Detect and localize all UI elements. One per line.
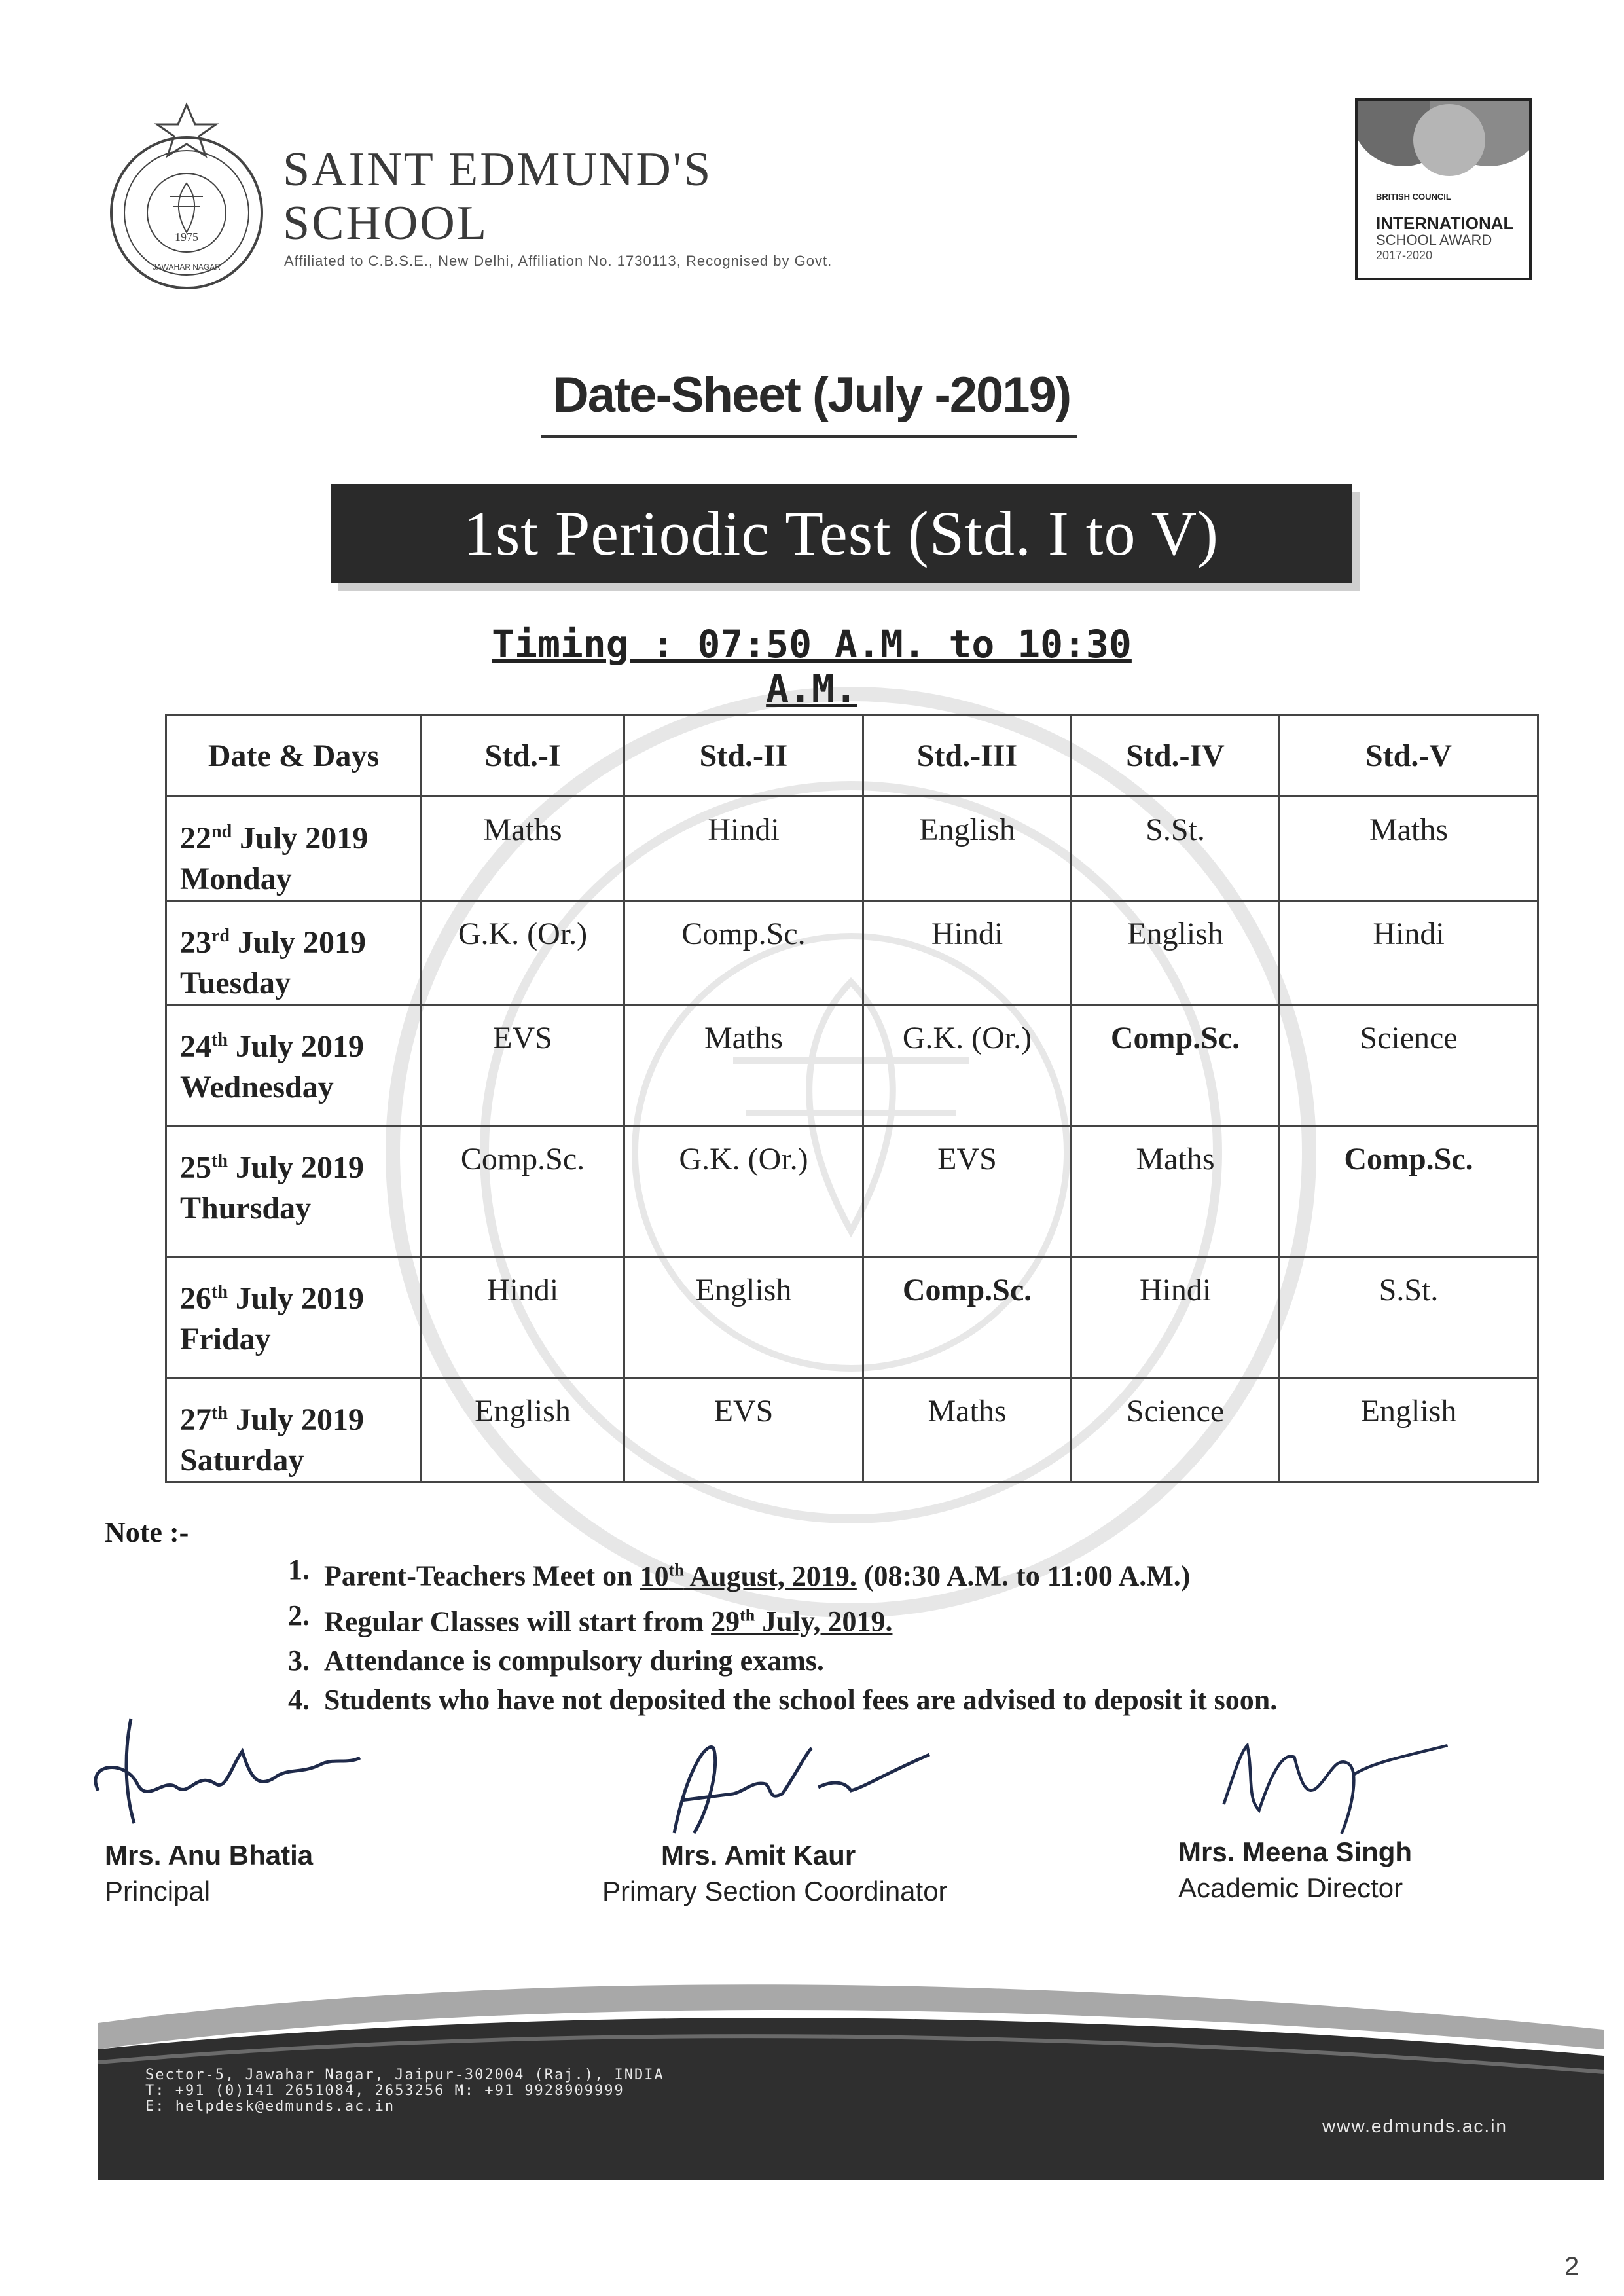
exam-banner: 1st Periodic Test (Std. I to V) (331, 484, 1352, 583)
award-years: 2017-2020 (1376, 249, 1433, 262)
column-header-std-1: Std.-I (422, 715, 624, 797)
note-item: 4. Students who have not deposited the school fees are advised to deposit it soon. (288, 1684, 1278, 1717)
principal-name: Mrs. Anu Bhatia (105, 1840, 314, 1870)
director-role: Academic Director (1178, 1872, 1403, 1903)
award-council-text: BRITISH COUNCIL (1376, 192, 1451, 202)
subject-cell: Maths (422, 797, 624, 901)
subject-cell: Science (1280, 1005, 1538, 1126)
date-cell: 25th July 2019 Thursday (166, 1126, 422, 1257)
exam-timing: Timing : 07:50 A.M. to 10:30 A.M. (492, 622, 1132, 711)
coordinator-signature (655, 1728, 936, 1846)
coordinator-name: Mrs. Amit Kaur (661, 1840, 856, 1870)
table-row (166, 797, 1538, 901)
subject-cell: G.K. (Or.) (863, 1005, 1072, 1126)
footer-website: www.edmunds.ac.in (1322, 2116, 1508, 2136)
footer-phone: T: +91 (0)141 2651084, 2653256 M: +91 9928909999 (145, 2083, 624, 2099)
subject-cell: Science (1072, 1378, 1280, 1482)
page-title: Date-Sheet (July -2019) (552, 367, 1071, 423)
subject-cell: Comp.Sc. (863, 1257, 1072, 1378)
subject-cell: English (422, 1378, 624, 1482)
subject-cell: Hindi (863, 901, 1072, 1005)
principal-role: Principal (105, 1876, 211, 1906)
column-header-date: Date & Days (166, 715, 422, 797)
school-name-line2: SCHOOL (283, 196, 489, 250)
subject-cell: EVS (422, 1005, 624, 1126)
affiliation-text: Affiliated to C.B.S.E., New Delhi, Affiliation No. 1730113, Recognised by Govt. (284, 253, 833, 269)
date-cell: 22nd July 2019 Monday (166, 797, 422, 901)
award-line1: INTERNATIONAL (1376, 213, 1514, 233)
table-header-row (166, 715, 1538, 797)
award-line2: SCHOOL AWARD (1376, 232, 1492, 248)
subject-cell: Comp.Sc. (422, 1126, 624, 1257)
subject-cell: English (1280, 1378, 1538, 1482)
subject-cell: EVS (863, 1126, 1072, 1257)
subject-cell: S.St. (1072, 797, 1280, 901)
title-underline (541, 435, 1077, 438)
subject-cell: English (863, 797, 1072, 901)
table-row (166, 1257, 1538, 1378)
column-header-std-2: Std.-II (624, 715, 863, 797)
date-cell: 24th July 2019 Wednesday (166, 1005, 422, 1126)
coordinator-role: Primary Section Coordinator (602, 1876, 948, 1906)
note-item: 2. Regular Classes will start from 29th July, 2019. (288, 1599, 893, 1638)
footer-contact (145, 2068, 664, 2115)
school-name-line1: SAINT EDMUND'S (283, 143, 713, 196)
subject-cell: Comp.Sc. (624, 901, 863, 1005)
subject-cell: G.K. (Or.) (624, 1126, 863, 1257)
table-row (166, 901, 1538, 1005)
notes-list (288, 1550, 1277, 1720)
seal-location-text: JAWAHAR NAGAR (153, 263, 221, 272)
subject-cell: Comp.Sc. (1280, 1126, 1538, 1257)
director-name: Mrs. Meena Singh (1178, 1836, 1413, 1867)
note-label: Note :- (105, 1516, 189, 1548)
date-cell: 23rd July 2019 Tuesday (166, 901, 422, 1005)
note-item: 1. Parent-Teachers Meet on 10th August, 2019. (08:30 A.M. to 11:00 A.M.) (288, 1554, 1191, 1592)
school-crest-logo (98, 98, 275, 295)
subject-cell: Hindi (422, 1257, 624, 1378)
column-header-std-4: Std.-IV (1072, 715, 1280, 797)
date-cell: 26th July 2019 Friday (166, 1257, 422, 1378)
subject-cell: Hindi (1072, 1257, 1280, 1378)
page-number: 2 (1564, 2252, 1579, 2281)
subject-cell: Hindi (624, 797, 863, 901)
school-name (283, 143, 712, 250)
subject-cell: Maths (1280, 797, 1538, 901)
subject-cell: EVS (624, 1378, 863, 1482)
subject-cell: Maths (863, 1378, 1072, 1482)
director-signature (1198, 1722, 1479, 1840)
footer-email: E: helpdesk@edmunds.ac.in (145, 2098, 395, 2115)
column-header-std-5: Std.-V (1280, 715, 1538, 797)
award-graphic-icon (1358, 101, 1529, 192)
subject-cell: Comp.Sc. (1072, 1005, 1280, 1126)
british-council-award-badge (1355, 98, 1532, 280)
subject-cell: Maths (1072, 1126, 1280, 1257)
date-cell: 27th July 2019 Saturday (166, 1378, 422, 1482)
principal-signature (85, 1712, 367, 1830)
table-row (166, 1126, 1538, 1257)
footer-address: Sector-5, Jawahar Nagar, Jaipur-302004 (Raj.), INDIA (145, 2067, 664, 2083)
seal-year-text: 1975 (175, 230, 198, 244)
table-row (166, 1378, 1538, 1482)
subject-cell: English (624, 1257, 863, 1378)
note-item: 3. Attendance is compulsory during exams. (288, 1645, 824, 1677)
subject-cell: G.K. (Or.) (422, 901, 624, 1005)
subject-cell: English (1072, 901, 1280, 1005)
subject-cell: Hindi (1280, 901, 1538, 1005)
exam-schedule-table (165, 714, 1539, 1483)
subject-cell: S.St. (1280, 1257, 1538, 1378)
column-header-std-3: Std.-III (863, 715, 1072, 797)
table-row (166, 1005, 1538, 1126)
subject-cell: Maths (624, 1005, 863, 1126)
